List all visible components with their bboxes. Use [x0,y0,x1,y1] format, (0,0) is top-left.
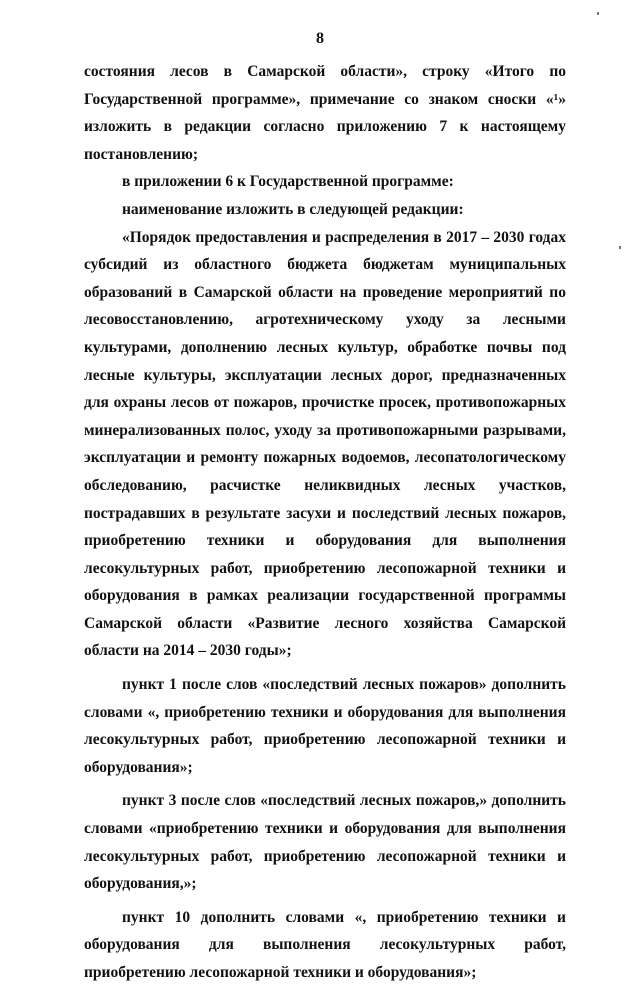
paragraph-title-change: наименование изложить в следующей редакции: [122,200,464,218]
paragraph-continuation: состояния лесов в Самарской области», строку «Итого по Государственной программе», примечание со знаком сноски «¹» изложить в редакции согласно приложению 7 к настоящему постановлению; [84,63,566,163]
scan-mark-top-right [597,12,599,15]
document-body [84,58,566,987]
paragraph-new-title: «Порядок предоставления и распределения в 2017 – 2030 годах субсидий из областного бюджета бюджетам муниципальных образований в Самарской области на проведение мероприятий по лесовосстановлению, агротехническому уходу за лесными культурами, дополнению лесных культур, обработке почвы под лесные культуры, эксплуатации лесных дорог, предназначенных для охраны лесов от пожаров, прочистке просек, противопожарных минерализованных полос, уходу за противопожарными разрывами, эксплуатации и ремонту пожарных водоемов, лесопатологическому обследованию, расчистке неликвидных лесных участков, пострадавших в результате засухи и последствий лесных пожаров, приобретению техники и оборудования для выполнения лесокультурных работ, приобретению лесопожарной техники и оборудования в рамках реализации государственной программы Самарской области «Развитие лесного хозяйства Самарской области на 2014 – 2030 годы»; [84,228,566,660]
paragraph-item-3: пункт 3 после слов «последствий лесных пожаров,» дополнить словами «приобретению техники и оборудования для выполнения лесокультурных работ, приобретению лесопожарной техники и оборудования,»; [84,792,566,893]
paragraph-item-1: пункт 1 после слов «последствий лесных пожаров» дополнить словами «, приобретению техники и оборудования для выполнения лесокультурных работ, приобретению лесопожарной техники и оборудования»; [84,676,566,776]
scan-mark-right [619,246,621,249]
paragraph-appendix-6: в приложении 6 к Государственной программе: [122,173,454,191]
page-number: 8 [316,30,324,47]
paragraph-item-10: пункт 10 дополнить словами «, приобретению техники и оборудования для выполнения лесокультурных работ, приобретению лесопожарной техники и оборудования»; [84,908,566,981]
